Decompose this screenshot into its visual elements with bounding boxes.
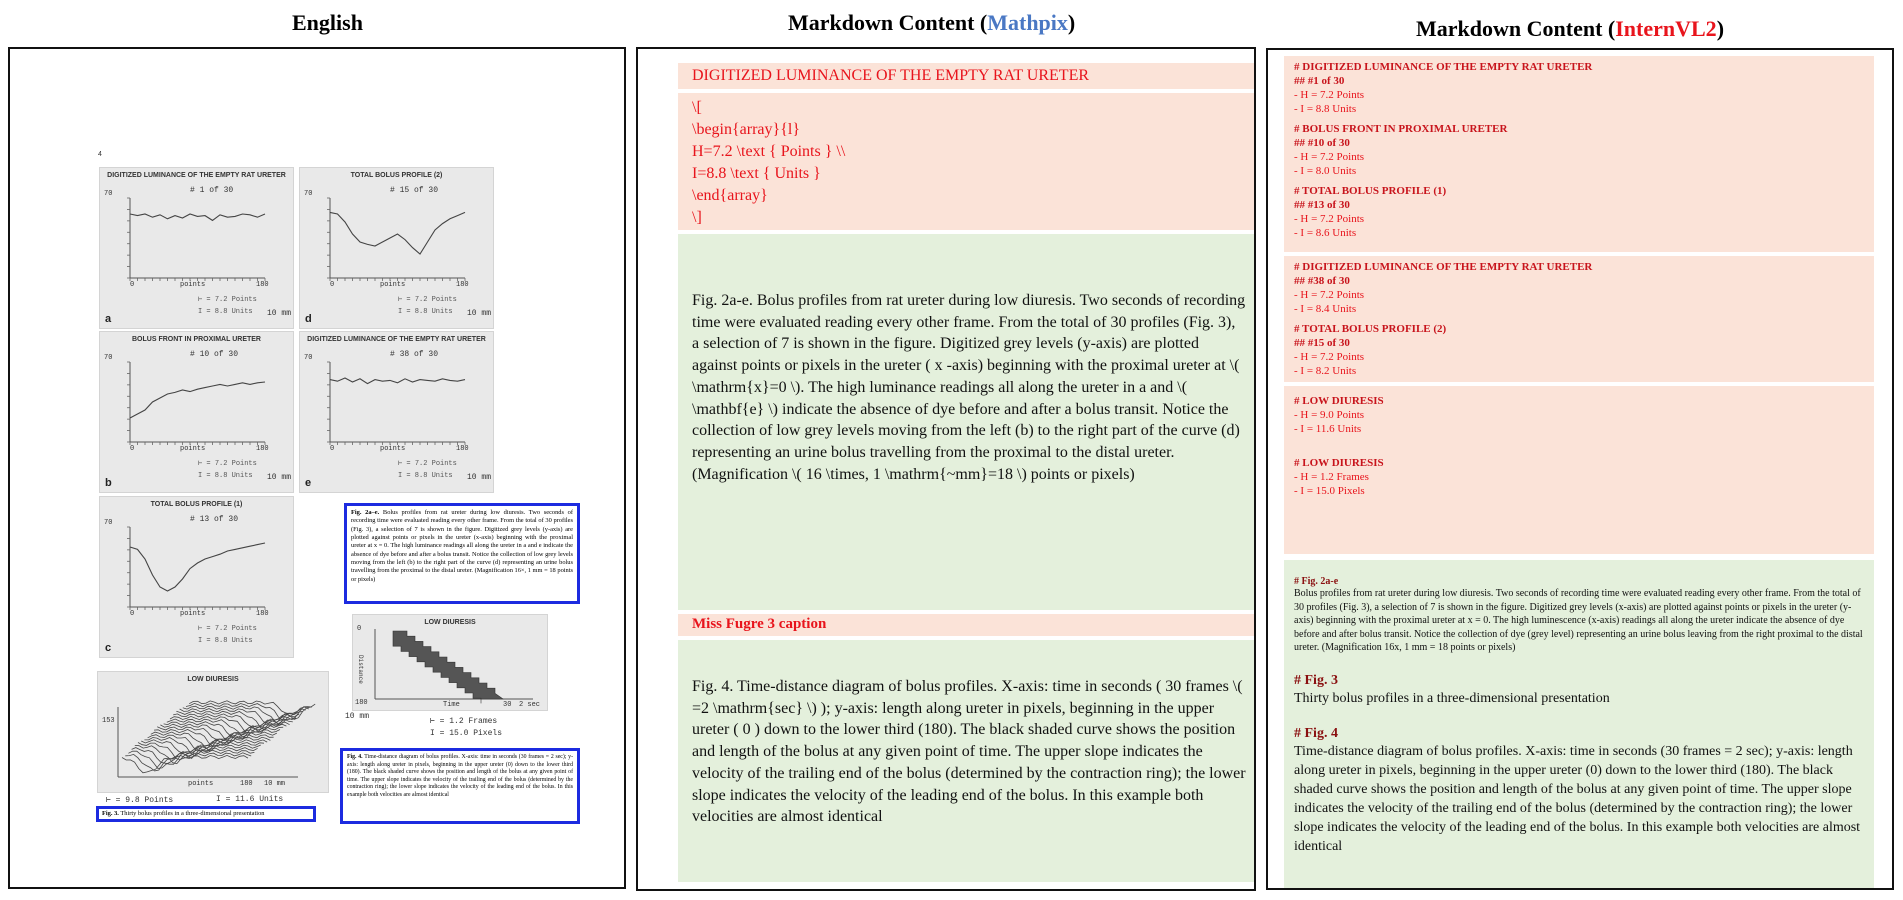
mathpix-miss-label: Miss Fugre 3 caption (692, 616, 827, 632)
header-internvl (1416, 16, 1724, 42)
y-axis-max-label: 70 (304, 354, 313, 362)
header-mathpix (788, 10, 1075, 36)
mathpix-title-line: DIGITIZED LUMINANCE OF THE EMPTY RAT URETER (692, 67, 1090, 84)
header-internvl-accent: InternVL2 (1615, 16, 1717, 41)
subfigure-letter: e (305, 477, 312, 489)
units-legend: I = 8.8 Units (398, 308, 453, 316)
units-legend: I = 8.8 Units (198, 308, 253, 316)
mathpix-panel (636, 47, 1256, 891)
internvl-fig2-text: Bolus profiles from rat ureter during low diuresis. Two seconds of recording time were evaluated reading every other frame. From the total of 30 profiles (Fig. 3), a selection of 7 is shown in the figure. Digitized grey levels (x-axis) are plotted against points or pixels in the ureter (y-axis) beginning with the proximal ureter at x = 0. The high luminescence (x-axis) readings all along the ureter indicate the absence of dye before and after bolus transit. Notice the collection of dye (grey level) representing an urine bolus leaving from the right proximal to the distal ureter. (Magnification 16x, 1 mm = 18 points or pixels) (1294, 588, 1863, 654)
x-axis-start-label: 0 (130, 610, 135, 618)
units-legend: I = 8.8 Units (198, 472, 253, 480)
internvl-fig2-heading: # Fig. 2a-e (1294, 576, 1339, 587)
scale-label: 10 mm (267, 473, 292, 482)
internvl-fig4-heading: # Fig. 4 (1294, 725, 1338, 741)
math-line: I=8.8 \text { Units } (692, 165, 821, 182)
units-legend: I = 8.8 Units (198, 637, 253, 645)
subfigure-letter: a (105, 313, 112, 325)
time-distance-x-unit: 2 sec (519, 701, 541, 709)
internvl-heading-line: # LOW DIURESIS (1294, 457, 1384, 469)
subfigure-title: TOTAL BOLUS PROFILE (1) (150, 501, 243, 508)
luminance-curve (130, 214, 265, 220)
internvl-item-line: - I = 11.6 Units (1294, 423, 1362, 435)
luminance-curve (130, 382, 265, 418)
time-distance-plot (352, 614, 548, 711)
internvl-heading-line: ## #1 of 30 (1294, 75, 1345, 87)
mathpix-title-block (678, 63, 1256, 89)
internvl-block-2 (1284, 256, 1874, 382)
low-diuresis-3d-x-end: 180 (240, 780, 253, 788)
subfigure-e (299, 331, 494, 493)
low-diuresis-3d-mm: 10 mm (264, 780, 286, 788)
subfigure-plot (300, 332, 494, 493)
subfigure-frame-label: # 1 of 30 (190, 186, 234, 195)
internvl-block-1 (1284, 56, 1874, 252)
subfigure-c (99, 496, 294, 658)
fig4-caption-text: Time-distance diagram of bolus profiles. X-axis: time in seconds (30 frames = 2 sec); y-axis: length along ureter in pixels, beginning in the upper ureter (0) down to the lower third (180). The black shaded curve shows the position and length of the bolus at any given point of time. The upper slope indicates the velocity of the trailing end of the bolus (determined by the contraction ring); the lower slope indicates the velocity of the leading end of the bolus. In this example both velocities are almost identical (347, 754, 574, 798)
header-internvl-prefix: Markdown Content ( (1416, 16, 1616, 41)
subfigure-a (99, 167, 294, 329)
low-diuresis-3d-y-label: 153 (102, 717, 115, 725)
time-distance-y-end: 180 (355, 699, 368, 707)
internvl-heading-line: # TOTAL BOLUS PROFILE (2) (1294, 323, 1447, 335)
luminance-curve (330, 378, 465, 384)
internvl-item-line: - H = 9.0 Points (1294, 409, 1365, 421)
mathpix-fig4-paragraph: Fig. 4. Time-distance diagram of bolus profiles. X-axis: time in seconds ( 30 frames \( =2 \mathrm{sec} \) ); y-axis: length along ureter in pixels, beginning in the upper ureter ( 0 ) down to the lower third (180). The black shaded curve shows the position and length of the bolus at any given point of time. The upper slope indicates the velocity of the trailing end of the bolus (determined by the contraction ring); the lower slope indicates the velocity of the leading end of the bolus. In this example both velocities are almost identical (692, 678, 1246, 826)
internvl-heading-line: # LOW DIURESIS (1294, 395, 1384, 407)
mathpix-fig4-block (678, 640, 1256, 882)
time-distance-shape (353, 615, 548, 711)
low-diuresis-3d-x-label: points (188, 780, 214, 788)
internvl-item-line: - I = 15.0 Pixels (1294, 485, 1365, 497)
x-axis-label: points (380, 445, 406, 453)
fig3-caption-text: Thirty bolus profiles in a three-dimensional presentation (118, 810, 265, 817)
points-legend: ⊢ = 7.2 Points (398, 296, 457, 304)
internvl-item-line: - H = 7.2 Points (1294, 213, 1365, 225)
internvl-item-line: - H = 7.2 Points (1294, 289, 1365, 301)
fig2-caption-text: Bolus profiles from rat ureter during low diuresis. Two seconds of recording time were evaluated reading every other frame. From the total of 30 profiles (Fig. 3), a selection of 7 is shown in the figure. Digitized grey levels (y-axis) are plotted against points or pixels in the ureter (x-axis) beginning with the proximal ureter at x = 0. The high luminance readings all along the ureter in a and e indicate the absence of dye before and after a bolus transit. Notice the collection of low grey levels moving from the left (b) to the right part of the curve (d) representing an urine bolus travelling from the proximal to the distal ureter. (Magnification 16×, 1 mm = 18 points or pixels) (351, 509, 574, 583)
internvl-figures-block (1284, 560, 1874, 888)
time-distance-x-label: Time (443, 701, 460, 709)
low-diuresis-3d-plot (97, 671, 329, 793)
time-distance-mm: 10 mm (345, 712, 370, 721)
time-distance-pixels-legend: I = 15.0 Pixels (430, 729, 503, 738)
bolus-shape (393, 631, 503, 703)
x-axis-end-label: 180 (256, 281, 269, 289)
internvl-heading-line: # BOLUS FRONT IN PROXIMAL URETER (1294, 123, 1508, 135)
internvl-item-line: - H = 7.2 Points (1294, 89, 1365, 101)
y-axis-max-label: 70 (104, 354, 113, 362)
subfigure-d (299, 167, 494, 329)
internvl-item-line: - H = 7.2 Points (1294, 351, 1365, 363)
low-diuresis-3d-points-legend: ⊢ = 9.8 Points (106, 796, 174, 805)
time-distance-y-start: 0 (357, 625, 362, 633)
subfigure-title: DIGITIZED LUMINANCE OF THE EMPTY RAT URETER (107, 172, 286, 179)
x-axis-end-label: 180 (456, 445, 469, 453)
math-line: H=7.2 \text { Points } \\ (692, 143, 846, 160)
internvl-item-line: - H = 1.2 Frames (1294, 471, 1369, 483)
x-axis-label: points (180, 281, 206, 289)
subfigure-letter: c (105, 642, 112, 654)
page-number: 4 (98, 151, 102, 158)
subfigure-title: BOLUS FRONT IN PROXIMAL URETER (132, 336, 261, 343)
subfigure-b (99, 331, 294, 493)
fig3-caption-label: Fig. 3. (102, 810, 119, 817)
internvl-fig4-text: Time-distance diagram of bolus profiles. X-axis: time in seconds (30 frames = 2 sec); y-axis: length along ureter in pixels, beginning in the upper ureter (0) down to the lower third (180). The black shaded curve shows the position and length of the bolus at any given point of time. The upper slope indicates the velocity of the trailing end of the bolus (determined by the contraction ring); the lower slope indicates the velocity of the leading end of the bolus. In this example both velocities are almost identical (1294, 743, 1861, 854)
x-axis-label: points (180, 445, 206, 453)
internvl-fig3-heading: # Fig. 3 (1294, 672, 1338, 688)
x-axis-start-label: 0 (130, 445, 135, 453)
low-diuresis-3d-title: LOW DIURESIS (187, 676, 239, 683)
header-mathpix-suffix: ) (1067, 10, 1076, 35)
internvl-heading-line: ## #38 of 30 (1294, 275, 1350, 287)
luminance-curve (130, 543, 265, 591)
internvl-item-line: - H = 7.2 Points (1294, 151, 1365, 163)
internvl-heading-line: # TOTAL BOLUS PROFILE (1) (1294, 185, 1447, 197)
x-axis-end-label: 180 (456, 281, 469, 289)
luminance-curve (330, 212, 465, 254)
mathpix-miss-block (678, 614, 1256, 636)
subfigure-plot (100, 497, 294, 658)
mathpix-math-block (678, 93, 1256, 230)
scale-label: 10 mm (467, 473, 492, 482)
math-line: \begin{array}{l} (692, 121, 801, 138)
x-axis-start-label: 0 (130, 281, 135, 289)
subfigure-letter: d (305, 313, 312, 325)
internvl-heading-line: ## #10 of 30 (1294, 137, 1350, 149)
points-legend: ⊢ = 7.2 Points (398, 460, 457, 468)
subfigure-frame-label: # 38 of 30 (390, 350, 439, 359)
x-axis-start-label: 0 (330, 445, 335, 453)
mathpix-fig2-block (678, 234, 1256, 610)
subfigure-plot (300, 168, 494, 329)
low-diuresis-3d-units-legend: I = 11.6 Units (216, 795, 284, 804)
time-distance-x-end: 30 (503, 701, 512, 709)
internvl-fig3-text: Thirty bolus profiles in a three-dimensional presentation (1294, 690, 1610, 706)
internvl-block-3 (1284, 386, 1874, 554)
subfigure-frame-label: # 15 of 30 (390, 186, 439, 195)
points-legend: ⊢ = 7.2 Points (198, 296, 257, 304)
x-axis-end-label: 180 (256, 610, 269, 618)
mathpix-fig2-paragraph: Fig. 2a-e. Bolus profiles from rat ureter during low diuresis. Two seconds of recording time were evaluated reading every other frame. From the total of 30 profiles (Fig. 3), a selection of 7 is shown in the figure. Digitized grey levels (y-axis) are plotted against points or pixels in the ureter ( x -axis) beginning with the proximal ureter at \( \mathrm{x}=0 \). The high luminance readings all along the ureter in a and \( \mathbf{e} \) indicate the absence of dye before and after a bolus transit. Notice the collection of low grey levels moving from the left (b) to the right part of the curve (d) representing an urine bolus travelling from the proximal to the distal ureter. (Magnification \( 16 \times, 1 \mathrm{~mm}=18 \) points or pixels) (692, 292, 1246, 483)
low-diuresis-3d-lines (98, 672, 329, 793)
scale-label: 10 mm (267, 309, 292, 318)
subfigure-plot (100, 168, 294, 329)
math-line: \[ (692, 99, 702, 116)
internvl-item-line: - I = 8.6 Units (1294, 227, 1357, 239)
internvl-heading-line: ## #15 of 30 (1294, 337, 1350, 349)
scale-label: 10 mm (467, 309, 492, 318)
internvl-item-line: - I = 8.0 Units (1294, 165, 1357, 177)
internvl-heading-line: # DIGITIZED LUMINANCE OF THE EMPTY RAT URETER (1294, 61, 1593, 73)
header-internvl-suffix: ) (1716, 16, 1725, 41)
math-line: \end{array} (692, 187, 768, 204)
scanned-page (90, 144, 590, 844)
y-axis-max-label: 70 (104, 519, 113, 527)
time-distance-frames-legend: ⊢ = 1.2 Frames (430, 717, 498, 726)
subfigure-letter: b (105, 477, 112, 489)
x-axis-start-label: 0 (330, 281, 335, 289)
units-legend: I = 8.8 Units (398, 472, 453, 480)
subfigure-title: DIGITIZED LUMINANCE OF THE EMPTY RAT URETER (307, 336, 486, 343)
internvl-item-line: - I = 8.2 Units (1294, 365, 1357, 377)
y-axis-max-label: 70 (304, 190, 313, 198)
internvl-panel (1266, 48, 1894, 890)
points-legend: ⊢ = 7.2 Points (198, 625, 257, 633)
header-mathpix-prefix: Markdown Content ( (788, 10, 988, 35)
x-axis-label: points (380, 281, 406, 289)
internvl-heading-line: # DIGITIZED LUMINANCE OF THE EMPTY RAT URETER (1294, 261, 1593, 273)
fig4-caption-box (340, 748, 580, 824)
english-panel (8, 47, 626, 889)
profile-line (125, 753, 251, 771)
subfigure-title: TOTAL BOLUS PROFILE (2) (350, 172, 443, 179)
x-axis-end-label: 180 (256, 445, 269, 453)
fig2-caption-label: Fig. 2a–e. (351, 509, 380, 516)
math-line: \] (692, 209, 702, 226)
points-legend: ⊢ = 7.2 Points (198, 460, 257, 468)
internvl-item-line: - I = 8.4 Units (1294, 303, 1357, 315)
internvl-item-line: - I = 8.8 Units (1294, 103, 1357, 115)
header-mathpix-accent: Mathpix (987, 10, 1068, 35)
x-axis-label: points (180, 610, 206, 618)
fig4-caption-label: Fig. 4. (347, 754, 363, 760)
internvl-heading-line: ## #13 of 30 (1294, 199, 1350, 211)
fig3-caption-box (96, 806, 316, 822)
subfigure-plot (100, 332, 294, 493)
subfigure-frame-label: # 10 of 30 (190, 350, 239, 359)
subfigure-frame-label: # 13 of 30 (190, 515, 239, 524)
y-axis-max-label: 70 (104, 190, 113, 198)
time-distance-y-label: Distance (357, 655, 364, 684)
fig2-caption-box (344, 503, 580, 604)
time-distance-title: LOW DIURESIS (424, 619, 476, 626)
header-english: English (292, 10, 363, 35)
